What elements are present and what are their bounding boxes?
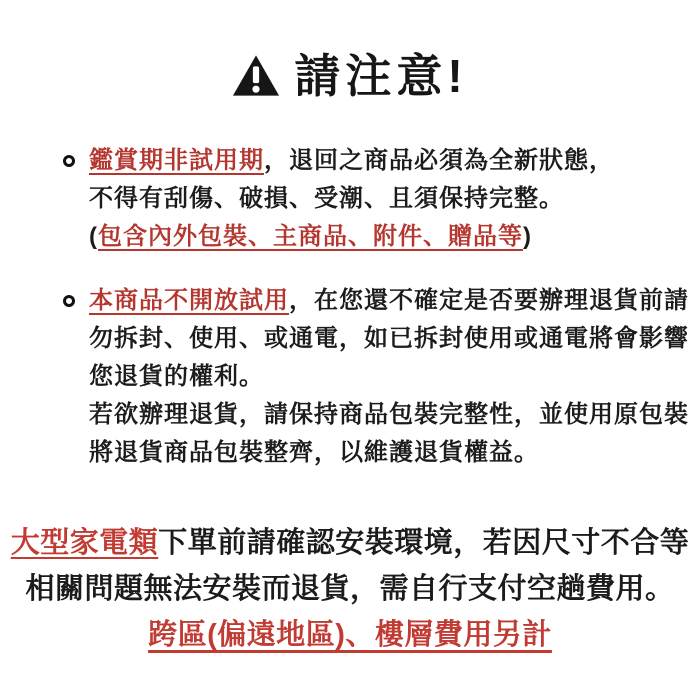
bullet-icon: [63, 155, 75, 167]
paren-close: ): [523, 223, 532, 250]
notice-line: [89, 320, 689, 358]
notice-line: [89, 180, 660, 218]
notice-text: 將退貨商品包裝整齊，以維護退貨權益。: [89, 439, 539, 466]
notice-line: [89, 396, 689, 434]
large-appliance-highlight: 大型家電類: [10, 527, 159, 559]
warning-triangle-icon: [232, 50, 280, 97]
bullet-icon: [63, 295, 75, 307]
warning-title-text: 請注意!: [294, 50, 468, 102]
notice-text: ，退回之商品必須為全新狀態，: [264, 147, 614, 174]
notice-line: [89, 358, 660, 396]
notice-item-no-trial: [89, 282, 689, 472]
no-trial-highlight: 本商品不開放試用: [89, 287, 289, 314]
warning-title: [0, 0, 700, 106]
notice-text: 勿拆封、使用、或通電，如已拆封使用或通電將會影響: [89, 325, 689, 352]
extra-fees-highlight: 跨區(偏遠地區)、樓層費用另計: [148, 619, 552, 651]
notice-list: [0, 142, 700, 472]
notice-line: [89, 218, 660, 256]
notice-text: 您退貨的權利。: [89, 363, 264, 390]
notice-line: [89, 282, 689, 320]
notice-text: 不得有刮傷、破損、受潮、且須保持完整。: [89, 185, 564, 212]
appreciation-period-highlight: 鑑賞期非試用期: [89, 147, 264, 174]
appliance-notice: [0, 520, 700, 658]
paren-open: (: [89, 223, 98, 250]
notice-item-appreciation-period: [89, 142, 660, 256]
footer-text: 下單前請確認安裝環境，若因尺寸不合等: [158, 527, 690, 559]
notice-text: 若欲辦理退貨，請保持商品包裝完整性，並使用原包裝: [89, 401, 689, 428]
footer-text: 相關問題無法安裝而退貨，需自行支付空趟費用。: [25, 573, 675, 605]
footer-line: [0, 612, 700, 658]
packaging-scope-highlight: 包含內外包裝、主商品、附件、贈品等: [98, 223, 523, 250]
footer-line: [0, 566, 700, 612]
notice-line: [89, 142, 660, 180]
notice-text: ，在您還不確定是否要辦理退貨前請: [289, 287, 689, 314]
notice-line: [89, 434, 660, 472]
footer-line: [0, 520, 700, 566]
